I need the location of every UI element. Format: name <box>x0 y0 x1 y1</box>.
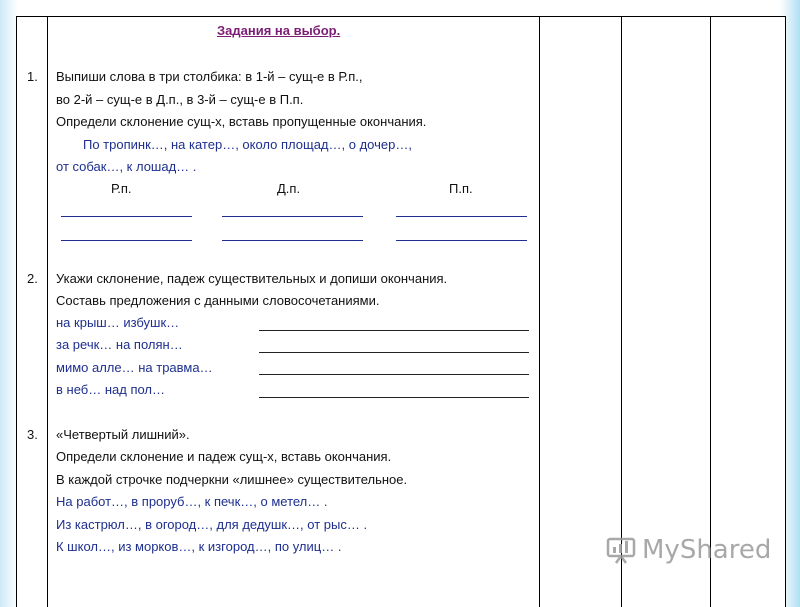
task-3-row: К школ…, из морков…, к изгород…, по улиц… . <box>56 539 342 554</box>
answer-line[interactable] <box>61 240 192 241</box>
answer-line[interactable] <box>61 216 192 217</box>
task-3-line: Определи склонение и падеж сущ-х, вставь окончания. <box>56 449 392 464</box>
task-1-line: Выпиши слова в три столбика: в 1-й – сущ-е в Р.п., <box>56 69 363 84</box>
task-1-number: 1. <box>27 69 38 84</box>
column-divider <box>621 17 622 607</box>
task-2-phrase: за речк… на полян… <box>56 337 183 352</box>
task-2-number: 2. <box>27 271 38 286</box>
task-3-line: «Четвертый лишний». <box>56 427 190 442</box>
worksheet-table <box>16 16 786 607</box>
myshared-watermark <box>606 535 771 565</box>
task-2-line: Составь предложения с данными словосочетаниями. <box>56 293 380 308</box>
task-3-number: 3. <box>27 427 38 442</box>
task-1-words: По тропинк…, на катер…, около площад…, о дочер…, <box>83 137 412 152</box>
task-1-line: во 2-й – сущ-е в Д.п., в 3-й – сущ-е в П.п. <box>56 92 304 107</box>
answer-line[interactable] <box>259 397 529 398</box>
task-2-phrase: на крыш… избушк… <box>56 315 180 330</box>
task-3-row: Из кастрюл…, в огород…, для дедушк…, от рыс… . <box>56 517 368 532</box>
task-1-words: от собак…, к лошад… . <box>56 159 197 174</box>
answer-line[interactable] <box>259 352 529 353</box>
column-label-rp: Р.п. <box>111 181 132 196</box>
task-3-line: В каждой строчке подчеркни «лишнее» существительное. <box>56 472 408 487</box>
answer-line[interactable] <box>222 240 363 241</box>
answer-line[interactable] <box>222 216 363 217</box>
task-2-phrase: мимо алле… на травма… <box>56 360 213 375</box>
column-divider <box>539 17 540 607</box>
answer-line[interactable] <box>396 216 527 217</box>
answer-line[interactable] <box>259 374 529 375</box>
task-1-line: Определи склонение сущ-х, вставь пропущенные окончания. <box>56 114 427 129</box>
watermark-text: MyShared <box>642 535 772 565</box>
column-divider <box>47 17 48 607</box>
answer-line[interactable] <box>259 330 529 331</box>
answer-line[interactable] <box>396 240 527 241</box>
column-label-pp: П.п. <box>449 181 473 196</box>
task-3-row: На работ…, в проруб…, к печк…, о метел… . <box>56 494 328 509</box>
column-label-dp: Д.п. <box>277 181 301 196</box>
presentation-board-icon <box>606 535 636 565</box>
page-title: Задания на выбор. <box>217 23 341 38</box>
task-2-phrase: в неб… над пол… <box>56 382 166 397</box>
task-2-line: Укажи склонение, падеж существительных и допиши окончания. <box>56 271 448 286</box>
column-divider <box>710 17 711 607</box>
